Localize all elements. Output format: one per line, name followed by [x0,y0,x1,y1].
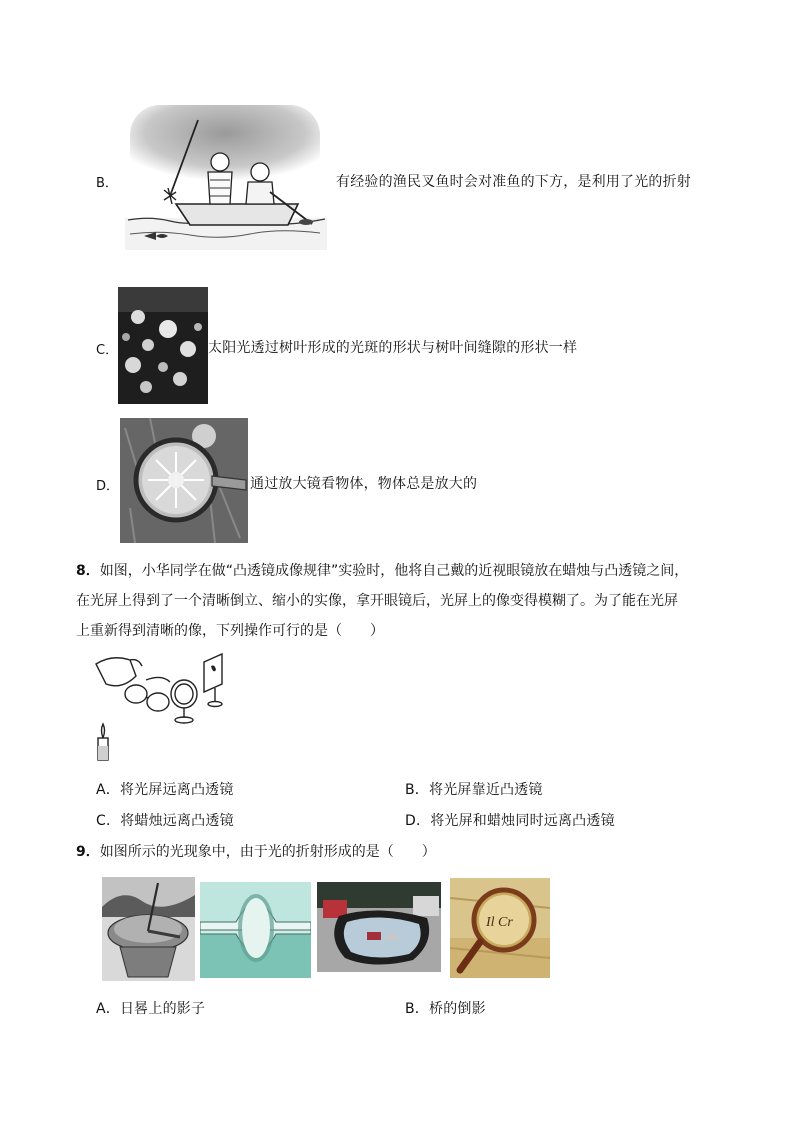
q9-option-a-letter: A． [96,1001,120,1017]
option-b-text: 有经验的渔民叉鱼时会对准鱼的下方，是利用了光的折射 [336,174,691,190]
q8-option-c [96,810,234,830]
svg-text:Il Cr: Il Cr [486,915,513,930]
option-c-letter: C． [96,343,119,358]
q8-option-c-text: 将蜡烛远离凸透镜 [120,813,234,829]
bridge-reflection-photo [200,882,311,978]
q8-option-c-letter: C． [96,813,121,829]
option-d-letter: D． [96,479,120,494]
q9-option-a [96,998,205,1018]
option-b-letter: B． [96,176,118,191]
question-8-text-1: 如图，小华同学在做“凸透镜成像规律”实验时，他将自己戴的近视眼镜放在蜡烛与凸透镜之间， [99,563,689,579]
magnifying-glass-flower-photo [120,418,248,543]
q8-option-d [405,810,615,830]
car-mirror-photo [317,882,441,972]
magnifier-photo [450,878,550,978]
q8-option-b-text: 将光屏靠近凸透镜 [429,782,543,798]
question-8-line-3: 上重新得到清晰的像，下列操作可行的是（ ） [76,623,384,639]
q8-option-b [405,779,543,799]
question-9-line [76,842,436,862]
q8-option-d-text: 将光屏和蜡烛同时远离凸透镜 [430,813,615,829]
q8-option-b-letter: B． [405,782,430,798]
option-d-text: 通过放大镜看物体，物体总是放大的 [250,476,478,492]
sundial-photo [102,877,195,981]
q8-option-a-text: 将光屏远离凸透镜 [119,782,234,798]
fisherman-illustration [120,100,332,252]
q8-option-a-letter: A． [96,782,120,798]
q8-option-a [96,779,234,799]
question-8-number: 8． [76,563,100,579]
q9-option-b-text: 桥的倒影 [429,1001,486,1017]
option-c-text: 太阳光透过树叶形成的光斑的形状与树叶间缝隙的形状一样 [208,340,578,356]
question-9-text: 如图所示的光现象中，由于光的折射形成的是（ ） [99,844,436,860]
question-8-line-2: 在光屏上得到了一个清晰倒立、缩小的实像，拿开眼镜后，光屏上的像变得模糊了。为了能在光屏 [76,593,678,609]
question-8-line-1 [76,561,688,581]
question-9-number: 9． [76,844,100,860]
sunlight-spots-photo [118,287,208,404]
lens-experiment-diagram [92,650,242,768]
q8-option-d-letter: D． [405,813,431,829]
q9-option-a-text: 日晷上的影子 [119,1001,206,1017]
q9-option-b [405,998,486,1018]
q9-option-b-letter: B． [405,1001,430,1017]
